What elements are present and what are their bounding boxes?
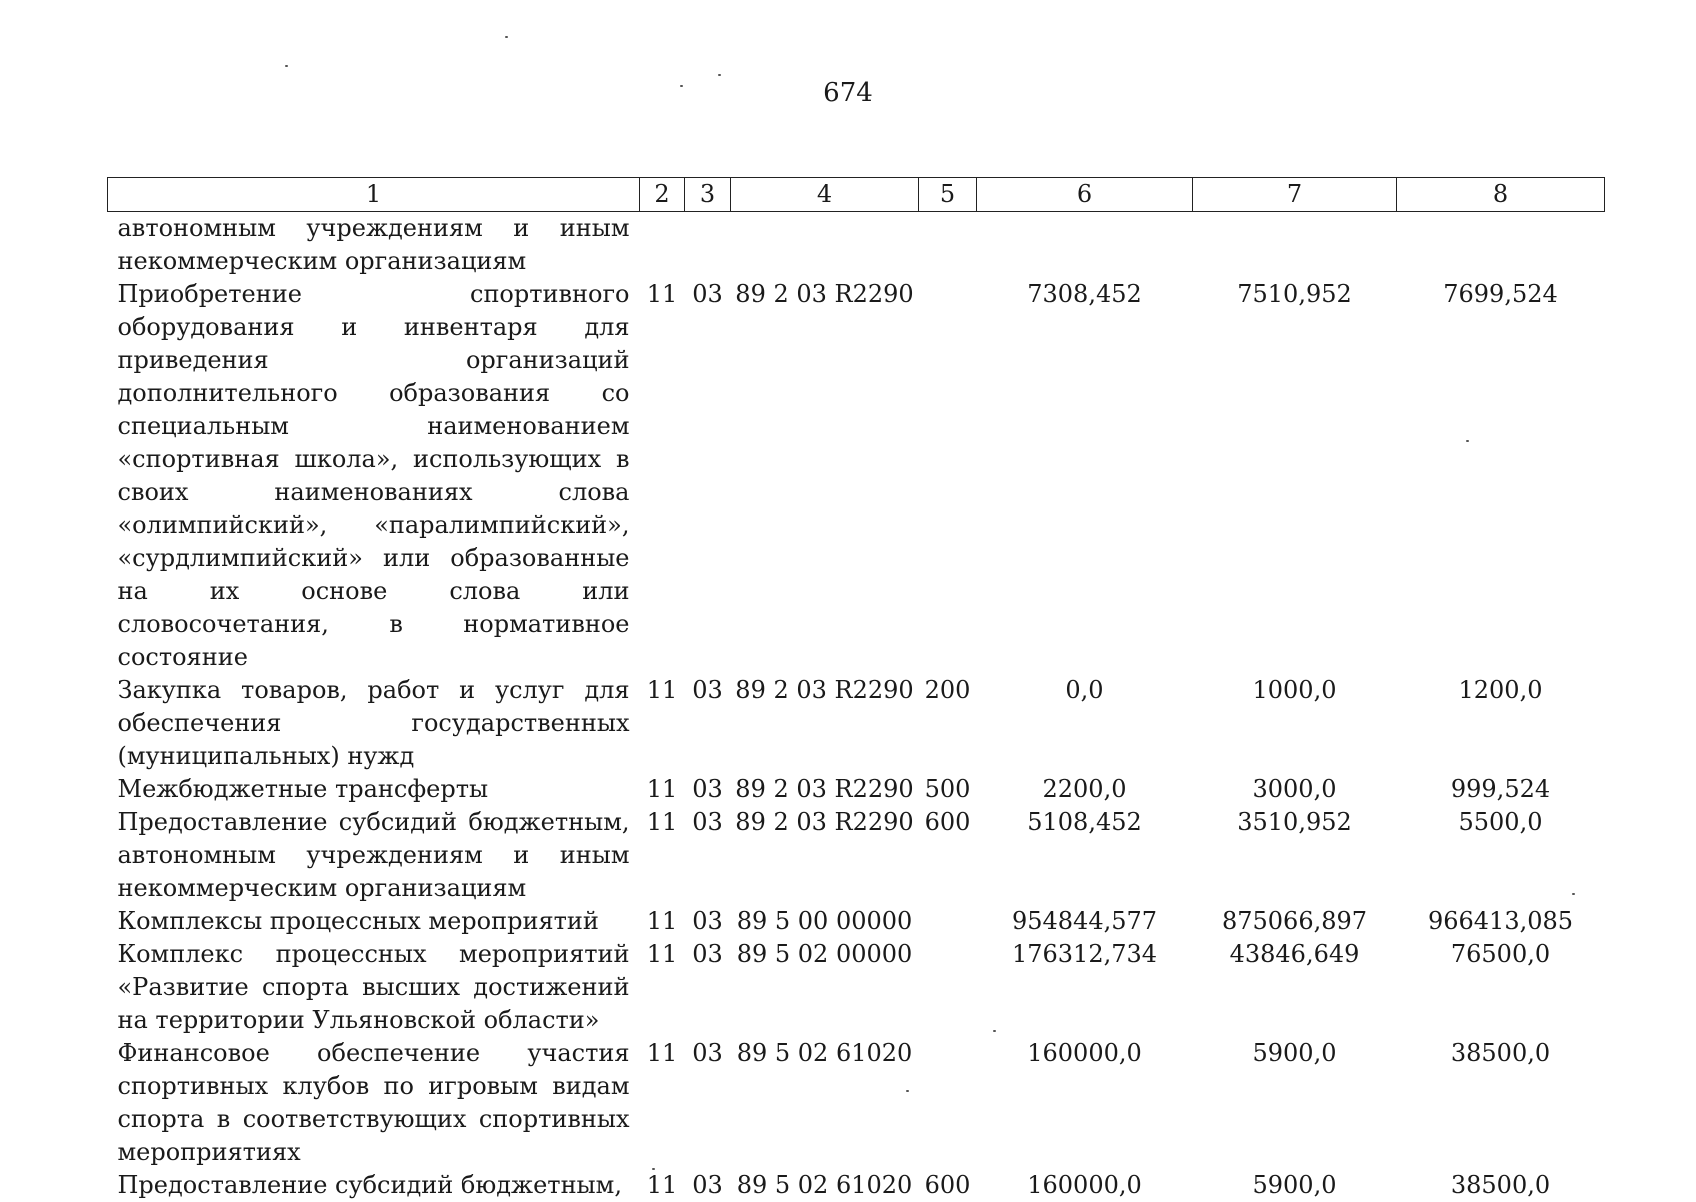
row-subsection: 03 <box>692 940 723 968</box>
row-expense-type: 500 <box>924 775 971 803</box>
row-expense-type: 200 <box>924 676 971 704</box>
row-subsection: 03 <box>692 280 723 308</box>
table-row <box>108 938 1605 1037</box>
row-value-7: 5900,0 <box>1252 1039 1337 1067</box>
row-value-8: 966413,085 <box>1427 907 1574 935</box>
row-section: 11 <box>646 907 678 935</box>
row-section <box>640 212 685 279</box>
row-expense-type <box>919 938 977 1037</box>
column-header: 4 <box>731 178 919 212</box>
row-target-code: 89 5 02 61020 <box>736 1039 913 1067</box>
table-row <box>108 278 1605 674</box>
row-subsection: 03 <box>692 676 723 704</box>
row-target-code: 89 5 00 00000 <box>736 907 913 935</box>
row-section: 11 <box>646 1039 678 1067</box>
column-header: 7 <box>1193 178 1397 212</box>
row-expense-type: 600 <box>924 1171 971 1199</box>
scan-speck <box>718 74 721 76</box>
row-value-6: 160000,0 <box>1027 1171 1142 1199</box>
row-section: 11 <box>646 1171 678 1199</box>
column-header: 3 <box>685 178 731 212</box>
row-name: Межбюджетные трансферты <box>117 775 489 803</box>
row-target-code: 89 2 03 R2290 <box>735 280 914 308</box>
row-name: Комплекс процессных мероприятий «Развитие спорта высших достижений на территории Ульяновской области» <box>117 940 630 1034</box>
row-name: Предоставление субсидий бюджетным, автономным учреждениям и иным некоммерческим организациям <box>117 808 630 902</box>
row-value-6: 176312,734 <box>1011 940 1158 968</box>
column-header: 2 <box>640 178 685 212</box>
row-value-8: 38500,0 <box>1450 1039 1551 1067</box>
row-value-8: 38500,0 <box>1450 1171 1551 1199</box>
row-name: автономным учреждениям и иным некоммерческим организациям <box>117 214 630 275</box>
row-name: Финансовое обеспечение участия спортивных клубов по игровым видам спорта в соответствующих спортивных мероприятиях <box>117 1039 630 1166</box>
row-expense-type: 600 <box>924 808 971 836</box>
row-value-6: 5108,452 <box>1027 808 1142 836</box>
row-value-6: 7308,452 <box>1027 280 1142 308</box>
budget-table <box>107 177 1605 1202</box>
row-value-8: 999,524 <box>1450 775 1551 803</box>
header-row <box>108 178 1605 212</box>
row-value-8: 76500,0 <box>1450 940 1551 968</box>
row-subsection: 03 <box>692 1039 723 1067</box>
row-section: 11 <box>646 940 678 968</box>
row-subsection: 03 <box>692 1171 723 1199</box>
column-header: 1 <box>108 178 640 212</box>
row-subsection: 03 <box>692 775 723 803</box>
row-name: Приобретение спортивного оборудования и инвентаря для приведения организаций дополнительного образования со специальным наименованием «спортивная школа», использующих в своих наименованиях слова «олимпийский», «паралимпийский», «сурдлимпийский» или образованные на их основе слова или словосочетания, в нормативное состояние <box>117 280 630 671</box>
row-section: 11 <box>646 775 678 803</box>
column-header: 6 <box>977 178 1193 212</box>
table-row <box>108 1037 1605 1169</box>
row-target-code: 89 5 02 61020 <box>736 1171 913 1199</box>
row-value-6 <box>977 212 1193 279</box>
row-target-code: 89 5 02 00000 <box>736 940 913 968</box>
row-name: Закупка товаров, работ и услуг для обеспечения государственных (муниципальных) нужд <box>117 676 630 770</box>
row-expense-type <box>919 905 977 938</box>
row-value-6: 160000,0 <box>1027 1039 1142 1067</box>
row-section: 11 <box>646 808 678 836</box>
row-value-7: 5900,0 <box>1252 1171 1337 1199</box>
row-expense-type <box>919 212 977 279</box>
row-value-6: 954844,577 <box>1011 907 1158 935</box>
row-value-7: 3510,952 <box>1237 808 1352 836</box>
table-row <box>108 1169 1605 1202</box>
row-target-code <box>731 212 919 279</box>
row-value-6: 0,0 <box>1065 676 1104 704</box>
row-value-7: 7510,952 <box>1237 280 1352 308</box>
table-row <box>108 212 1605 279</box>
row-value-8: 5500,0 <box>1458 808 1543 836</box>
row-subsection <box>685 212 731 279</box>
row-name: Предоставление субсидий бюджетным, <box>117 1171 622 1199</box>
column-header: 8 <box>1397 178 1605 212</box>
row-section: 11 <box>646 676 678 704</box>
row-target-code: 89 2 03 R2290 <box>735 775 914 803</box>
row-section: 11 <box>646 280 678 308</box>
scan-speck <box>285 65 288 67</box>
page-number: 674 <box>823 78 873 108</box>
row-name: Комплексы процессных мероприятий <box>117 907 599 935</box>
column-header: 5 <box>919 178 977 212</box>
table-row <box>108 773 1605 806</box>
row-value-7: 875066,897 <box>1221 907 1368 935</box>
row-subsection: 03 <box>692 808 723 836</box>
row-expense-type <box>919 1037 977 1169</box>
row-value-7: 1000,0 <box>1252 676 1337 704</box>
row-value-7: 3000,0 <box>1252 775 1337 803</box>
row-value-7: 43846,649 <box>1229 940 1360 968</box>
scan-speck <box>505 36 508 38</box>
row-value-7 <box>1193 212 1397 279</box>
row-value-8: 1200,0 <box>1458 676 1543 704</box>
scan-speck <box>680 85 683 87</box>
table-row <box>108 806 1605 905</box>
row-target-code: 89 2 03 R2290 <box>735 676 914 704</box>
table-row <box>108 674 1605 773</box>
row-target-code: 89 2 03 R2290 <box>735 808 914 836</box>
row-value-6: 2200,0 <box>1042 775 1127 803</box>
row-subsection: 03 <box>692 907 723 935</box>
row-value-8 <box>1397 212 1605 279</box>
row-expense-type <box>919 278 977 674</box>
table-row <box>108 905 1605 938</box>
row-value-8: 7699,524 <box>1443 280 1558 308</box>
